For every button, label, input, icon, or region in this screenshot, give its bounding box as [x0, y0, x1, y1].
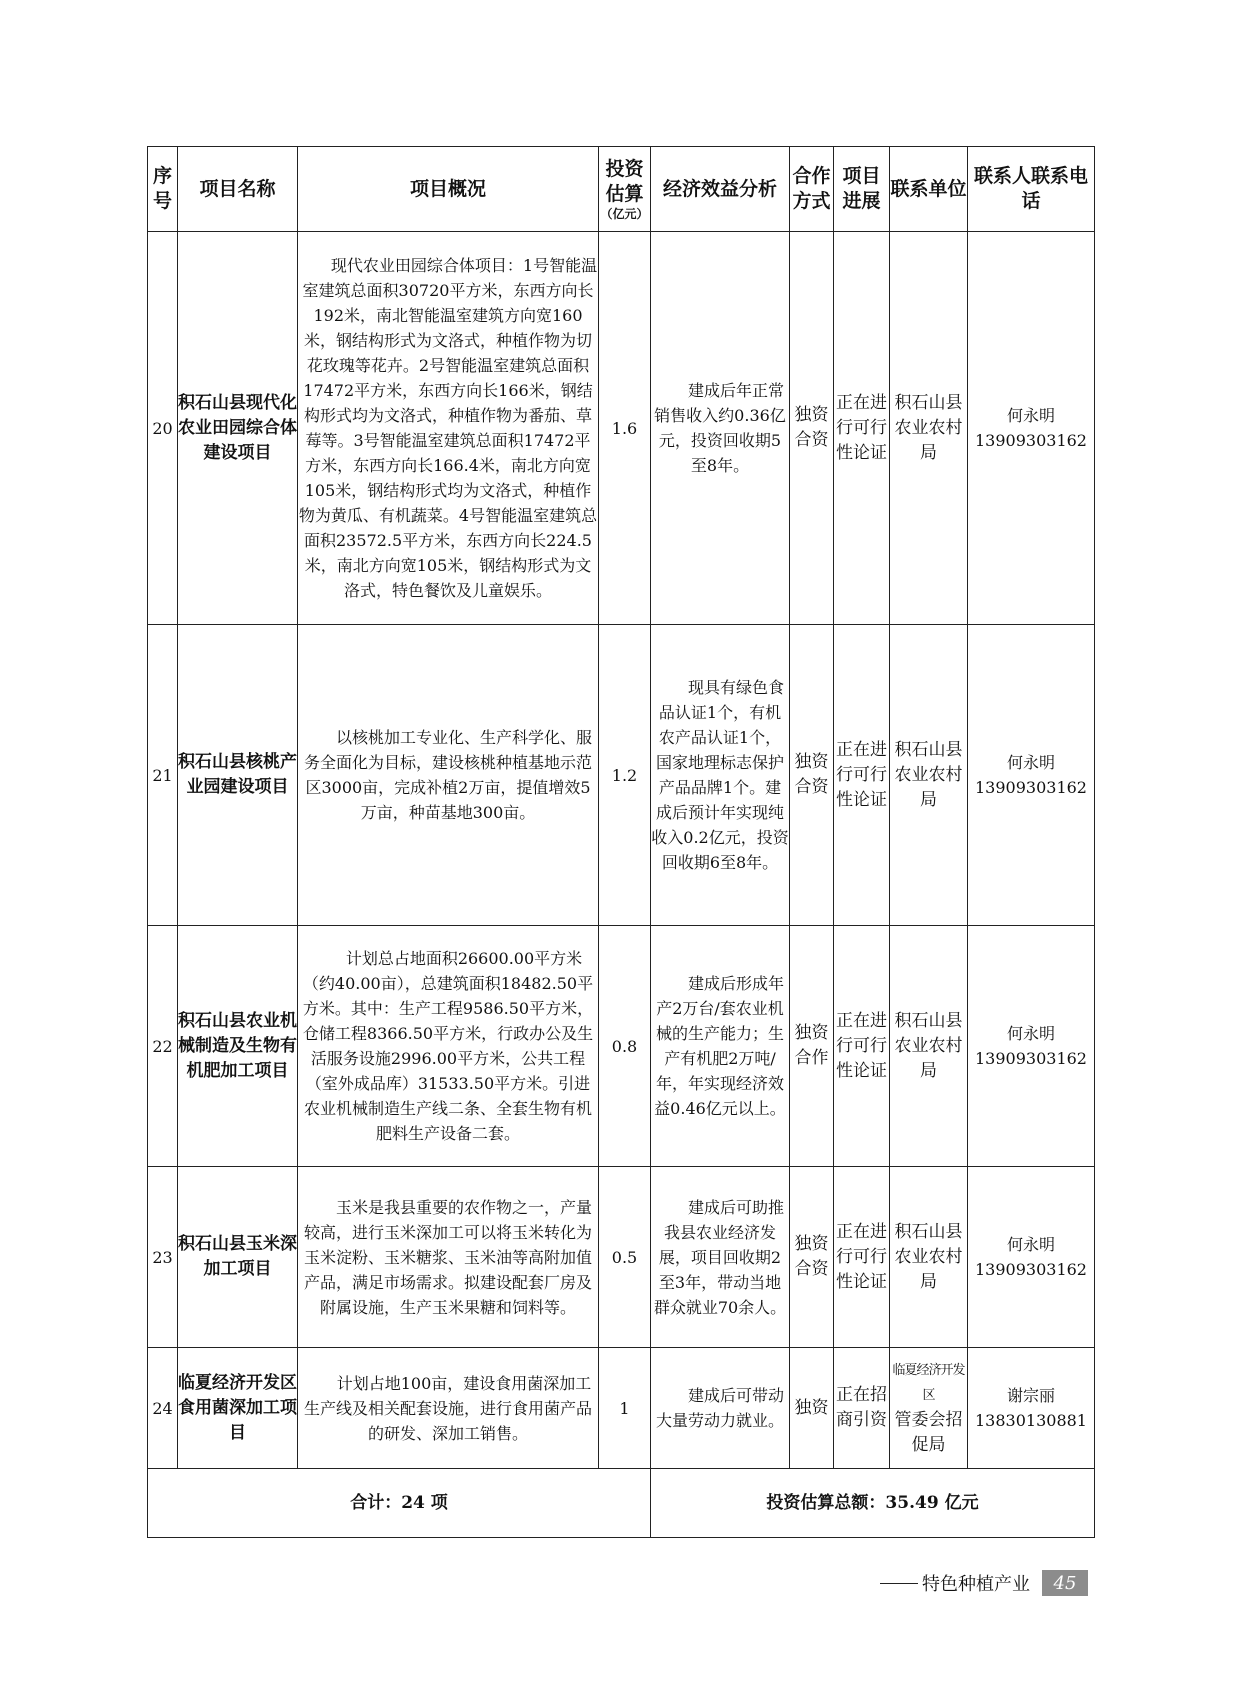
contact-phone: 13909303162	[975, 778, 1087, 797]
row-unit: 积石山县农业农村局	[890, 232, 968, 625]
row-project-name: 临夏经济开发区食用菌深加工项目	[178, 1348, 298, 1469]
row-seq: 24	[148, 1348, 178, 1469]
contact-phone: 13909303162	[975, 431, 1087, 450]
row-progress: 正在进行可行性论证	[834, 625, 890, 926]
row-progress: 正在进行可行性论证	[834, 232, 890, 625]
header-contact: 联系人联系电话	[968, 147, 1095, 232]
contact-name: 何永明	[1006, 1024, 1055, 1043]
footer-section-title: 特色种植产业	[922, 1574, 1030, 1595]
row-project-name: 积石山县现代化农业田园综合体建设项目	[178, 232, 298, 625]
header-unit: 联系单位	[890, 147, 968, 232]
header-name: 项目名称	[178, 147, 298, 232]
table-row	[148, 232, 1095, 625]
row-contact	[968, 232, 1095, 625]
row-project-name: 积石山县核桃产业园建设项目	[178, 625, 298, 926]
row-contact	[968, 926, 1095, 1167]
row-overview: 计划占地100亩，建设食用菌深加工生产线及相关配套设施，进行食用菌产品的研发、深加工销售。	[298, 1348, 599, 1469]
row-seq: 21	[148, 625, 178, 926]
row-investment: 1.6	[599, 232, 651, 625]
row-investment: 0.5	[599, 1167, 651, 1348]
row-contact	[968, 625, 1095, 926]
row-seq: 20	[148, 232, 178, 625]
table-row	[148, 926, 1095, 1167]
row-benefit: 建成后可带动大量劳动力就业。	[651, 1348, 790, 1469]
row-benefit: 建成后年正常销售收入约0.36亿元，投资回收期5至8年。	[651, 232, 790, 625]
table-row	[148, 1167, 1095, 1348]
row-overview: 玉米是我县重要的农作物之一，产量较高，进行玉米深加工可以将玉米转化为玉米淀粉、玉米糖浆、玉米油等高附加值产品，满足市场需求。拟建设配套厂房及附属设施，生产玉米果糖和饲料等。	[298, 1167, 599, 1348]
header-benefit: 经济效益分析	[651, 147, 790, 232]
table-row	[148, 625, 1095, 926]
contact-phone: 13909303162	[975, 1260, 1087, 1279]
row-unit: 积石山县农业农村局	[890, 926, 968, 1167]
page-number: 45	[1042, 1570, 1088, 1596]
row-coop: 独资合资	[790, 1167, 834, 1348]
contact-phone: 13830130881	[975, 1411, 1087, 1430]
total-investment: 投资估算总额：35.49 亿元	[651, 1469, 1095, 1538]
row-progress: 正在进行可行性论证	[834, 926, 890, 1167]
row-seq: 22	[148, 926, 178, 1167]
row-overview: 计划总占地面积26600.00平方米（约40.00亩），总建筑面积18482.50平方米。其中：生产工程9586.50平方米，仓储工程8366.50平方米，行政办公及生活服务设施2996.00平方米，公共工程（室外成品库）31533.50平方米。引进农业机械制造生产线二条、全套生物有机肥料生产设备二套。	[298, 926, 599, 1167]
header-investment-unit: （亿元）	[600, 207, 649, 221]
contact-name: 何永明	[1006, 1235, 1055, 1254]
row-unit	[890, 1348, 968, 1469]
table-row	[148, 1348, 1095, 1469]
row-project-name: 积石山县玉米深加工项目	[178, 1167, 298, 1348]
row-contact	[968, 1167, 1095, 1348]
header-seq: 序号	[148, 147, 178, 232]
total-count: 合计：24 项	[148, 1469, 651, 1538]
row-overview: 现代农业田园综合体项目：1号智能温室建筑总面积30720平方米，东西方向长192米，南北智能温室建筑方向宽160米，钢结构形式为文洛式，种植作物为切花玫瑰等花卉。2号智能温室建筑总面积17472平方米，东西方向长166米，钢结构形式均为文洛式，种植作物为番茄、草莓等。3号智能温室建筑总面积17472平方米，东西方向长166.4米，南北方向宽105米，钢结构形式均为文洛式，种植作物为黄瓜、有机蔬菜。4号智能温室建筑总面积23572.5平方米，东西方向长224.5米，南北方向宽105米，钢结构形式为文洛式，特色餐饮及儿童娱乐。	[298, 232, 599, 625]
row-investment: 1	[599, 1348, 651, 1469]
row-coop: 独资合资	[790, 625, 834, 926]
page-footer	[880, 1570, 1088, 1596]
contact-name: 何永明	[1006, 753, 1055, 772]
row-progress: 正在招商引资	[834, 1348, 890, 1469]
total-row	[148, 1469, 1095, 1538]
row-contact	[968, 1348, 1095, 1469]
row-investment: 0.8	[599, 926, 651, 1167]
row-coop: 独资合资	[790, 232, 834, 625]
row-project-name: 积石山县农业机械制造及生物有机肥加工项目	[178, 926, 298, 1167]
row-investment: 1.2	[599, 625, 651, 926]
row-unit: 积石山县农业农村局	[890, 1167, 968, 1348]
row-benefit: 建成后可助推我县农业经济发展，项目回收期2至3年，带动当地群众就业70余人。	[651, 1167, 790, 1348]
footer-dash	[880, 1583, 918, 1584]
contact-name: 谢宗丽	[1006, 1386, 1055, 1405]
row-seq: 23	[148, 1167, 178, 1348]
header-coop: 合作方式	[790, 147, 834, 232]
header-investment	[599, 147, 651, 232]
row-coop: 独资	[790, 1348, 834, 1469]
row-benefit: 现具有绿色食品认证1个，有机农产品认证1个，国家地理标志保护产品品牌1个。建成后预计年实现纯收入0.2亿元，投资回收期6至8年。	[651, 625, 790, 926]
row-overview: 以核桃加工专业化、生产科学化、服务全面化为目标，建设核桃种植基地示范区3000亩，完成补植2万亩，提值增效5万亩，种苗基地300亩。	[298, 625, 599, 926]
row-unit: 积石山县农业农村局	[890, 625, 968, 926]
row-coop: 独资合作	[790, 926, 834, 1167]
projects-table	[147, 146, 1095, 1538]
header-row	[148, 147, 1095, 232]
header-progress: 项目进展	[834, 147, 890, 232]
contact-phone: 13909303162	[975, 1049, 1087, 1068]
header-overview: 项目概况	[298, 147, 599, 232]
unit-line-2: 管委会招促局	[894, 1410, 963, 1455]
header-investment-label: 投资估算	[605, 158, 644, 205]
row-progress: 正在进行可行性论证	[834, 1167, 890, 1348]
row-benefit: 建成后形成年产2万台/套农业机械的生产能力；生产有机肥2万吨/年，年实现经济效益0.46亿元以上。	[651, 926, 790, 1167]
unit-line-1: 临夏经济开发区	[892, 1363, 965, 1403]
contact-name: 何永明	[1006, 406, 1055, 425]
